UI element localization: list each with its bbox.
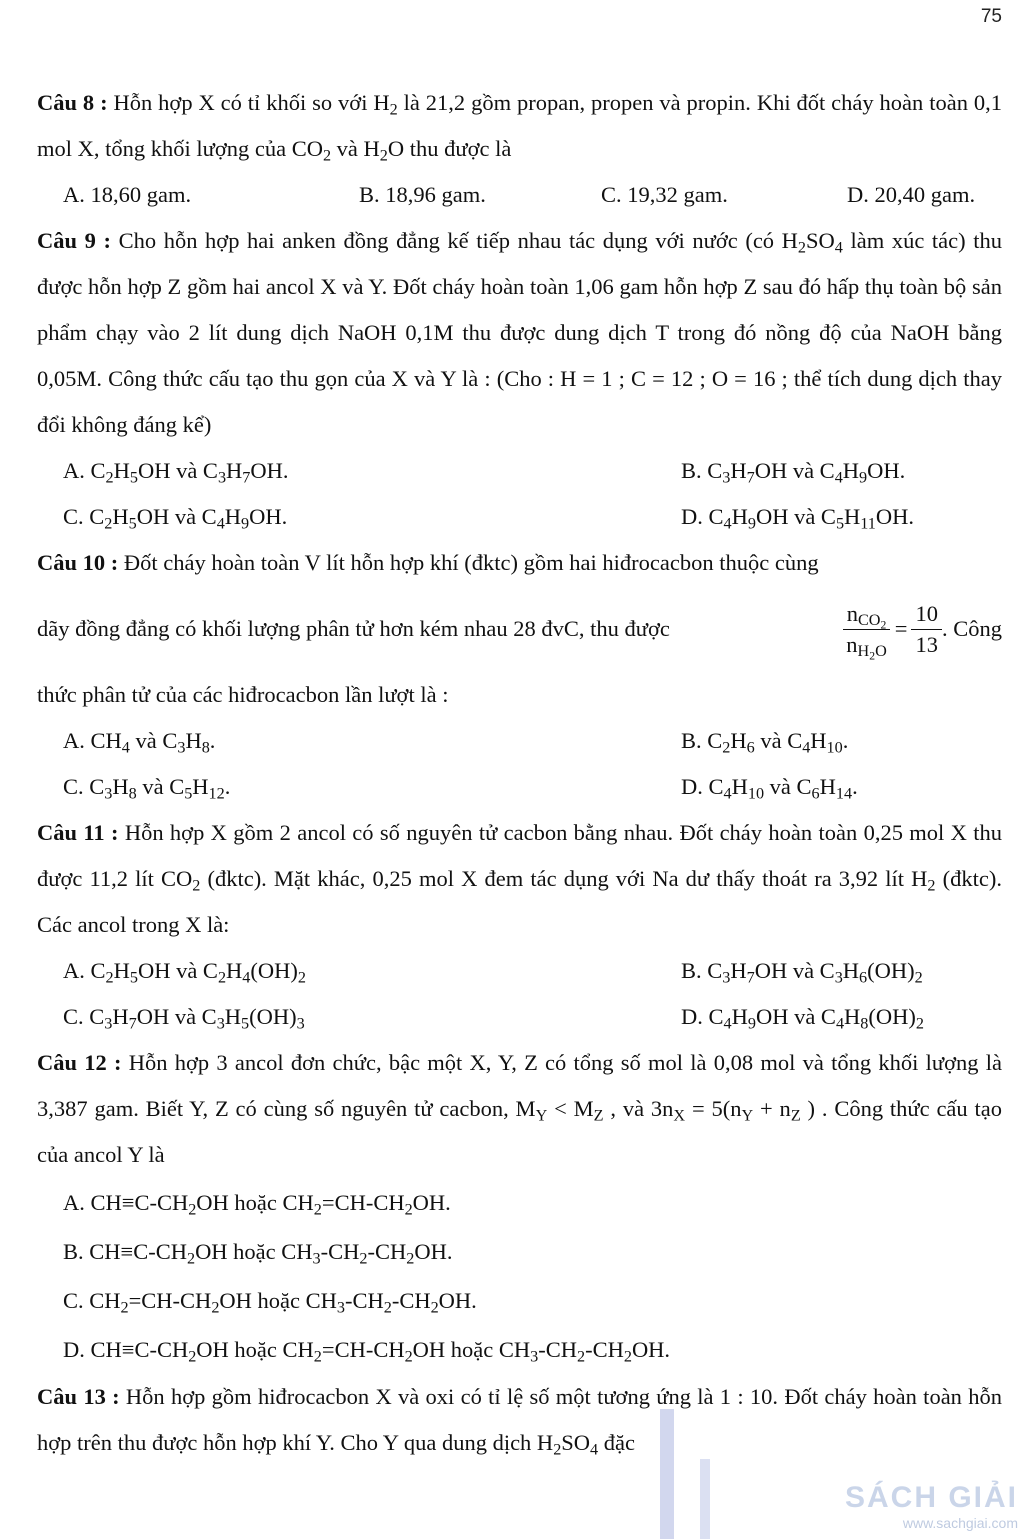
- question-label: Câu 10 :: [37, 550, 119, 575]
- text: Đốt cháy hoàn toàn V lít hỗn hợp khí (đktc) gồm hai hiđrocacbon thuộc cùng: [118, 550, 819, 575]
- question-8: [37, 80, 1002, 172]
- question-label: Câu 13 :: [37, 1384, 120, 1409]
- question-11-options-row1: [37, 948, 1002, 994]
- subscript: 2: [389, 100, 398, 119]
- text: Hỗn hợp X gồm 2 ancol có số nguyên tử cacbon bằng nhau. Đốt cháy hoàn toàn 0,25 mol X thu được 11,2 lít CO: [37, 820, 1002, 891]
- question-10-options-row2: [37, 764, 1002, 810]
- text: (đktc). Mặt khác, 0,25 mol X đem tác dụng với Na dư thấy thoát ra 3,92 lít H: [200, 866, 928, 891]
- question-label: Câu 11 :: [37, 820, 119, 845]
- text: (đktc). Các ancol trong X là:: [37, 866, 1002, 937]
- mole-ratio-fraction: $\frac{n_{CO_2}}{n_{H_2O}}$: [842, 601, 890, 658]
- option-d: D. 20,40 gam.: [847, 182, 976, 207]
- question-9-options-row1: [37, 448, 1002, 494]
- option-c: C. $CH_2=CH-CH_2OH$ hoặc $CH_3-CH_2-CH_2OH$.: [63, 1288, 477, 1317]
- option-d: D. $C_4H_9OH$ và $C_4H_8(OH)_2$: [681, 1004, 924, 1033]
- watermark-url: www.sachgiai.com: [902, 1515, 1018, 1531]
- question-13: Câu 13 : Hỗn hợp gồm hiđrocacbon X và oxi có tỉ lệ số một tương ứng là 1 : 10. Đốt cháy hoàn toàn hỗn hợp trên thu được hỗn hợp khí Y. Cho Y qua dung dịch $H_2SO_4$ đặc: [37, 1384, 1002, 1459]
- option-a: A. 18,60 gam.: [63, 182, 192, 207]
- document-body: [37, 80, 1002, 1466]
- option-a: A. $C_2H_5OH$ và $C_2H_4(OH)_2$: [63, 958, 306, 987]
- question-11-options-row2: [37, 994, 1002, 1040]
- question-10: [37, 540, 1002, 586]
- option-d: D. $C_4H_{10}$ và $C_6H_{14}$.: [681, 774, 858, 803]
- option-b: B. $C_2H_6$ và $C_4H_{10}$.: [681, 728, 849, 757]
- option-b: B. $CH\equiv C-CH_2OH$ hoặc $CH_3-CH_2-CH_2OH$.: [63, 1239, 453, 1268]
- question-9-options-row2: [37, 494, 1002, 540]
- watermark-decoration: [640, 1399, 760, 1539]
- option-c: C. 19,32 gam.: [601, 182, 728, 207]
- subscript: 4: [834, 238, 843, 257]
- equals-sign: =: [894, 616, 908, 641]
- option-c: C. $C_2H_5OH$ và $C_4H_9OH$.: [63, 504, 288, 533]
- option-d: D. $C_4H_9OH$ và $C_5H_{11}OH$.: [681, 504, 915, 533]
- text: dãy đồng đẳng có khối lượng phân tử hơn kém nhau 28 đvC, thu được: [37, 616, 670, 641]
- option-a: A. $CH\equiv C-CH_2OH$ hoặc $CH_2=CH-CH_2OH$.: [63, 1190, 451, 1219]
- subscript: 2: [379, 146, 388, 165]
- question-9: [37, 218, 1002, 448]
- question-label: Câu 9 :: [37, 228, 111, 253]
- option-b: B. 18,96 gam.: [359, 182, 486, 207]
- subscript: 2: [192, 876, 201, 895]
- question-10-fraction-line: [37, 586, 1002, 672]
- question-10-options-row1: [37, 718, 1002, 764]
- option-b: B. $C_3H_7OH$ và $C_4H_9OH$.: [681, 458, 906, 487]
- option-c: C. $C_3H_7OH$ và $C_3H_5(OH)_3$: [63, 1004, 305, 1033]
- subscript: 2: [322, 146, 332, 165]
- question-10-continuation: thức phân tử của các hiđrocacbon lần lượt là :: [37, 682, 449, 707]
- question-label: Câu 12 :: [37, 1050, 122, 1075]
- question-12: Câu 12 : Hỗn hợp 3 ancol đơn chức, bậc một X, Y, Z có tổng số mol là 0,08 mol và tổng khối lượng là 3,387 gam. Biết Y, Z có cùng số nguyên tử cacbon, $M_Y < M_Z$ , và $3n_X = 5(n_Y + n_Z$ ) . Công thức cấu tạo của ancol Y là: [37, 1050, 1002, 1167]
- option-a: A. $CH_4$ và $C_3H_8$.: [63, 728, 216, 757]
- text: O thu được là: [387, 136, 512, 161]
- text: . Công: [941, 616, 1002, 641]
- watermark: [845, 1481, 1018, 1531]
- question-8-options: [37, 172, 1002, 218]
- text: Hỗn hợp X có tỉ khối so với H: [107, 90, 390, 115]
- question-label: Câu 8 :: [37, 90, 108, 115]
- text: SO: [806, 228, 835, 253]
- text: là 21,2 gồm propan, propen và propin. Khi đốt cháy hoàn toàn 0,1 mol X, tổng khối lượng của CO: [37, 90, 1002, 161]
- text: Cho hỗn hợp hai anken đồng đẳng kế tiếp nhau tác dụng với nước (có H: [110, 228, 798, 253]
- ratio-value-fraction: $\frac{10}{13}$: [911, 601, 942, 658]
- watermark-logo: SÁCH GIẢI: [844, 1481, 1018, 1514]
- question-11: [37, 810, 1002, 948]
- option-c: C. $C_3H_8$ và $C_5H_{12}$.: [63, 774, 231, 803]
- text: làm xúc tác) thu được hỗn hợp Z gồm hai ancol X và Y. Đốt cháy hoàn toàn 1,06 gam hỗn hợp Z sau đó hấp thụ toàn bộ sản phẩm chạy vào 2 lít dung dịch NaOH 0,1M thu được dung dịch T trong đó nồng độ của NaOH bằng 0,05M. Công thức cấu tạo thu gọn của X và Y là : (Cho : H = 1 ; C = 12 ; O = 16 ; thể tích dung dịch thay đổi không đáng kể): [37, 228, 1002, 437]
- option-d: D. $CH\equiv C-CH_2OH$ hoặc $CH_2=CH-CH_2OH$ hoặc $CH_3-CH_2-CH_2OH$.: [63, 1337, 671, 1366]
- subscript: 2: [797, 238, 807, 257]
- option-a: A. $C_2H_5OH$ và $C_3H_7OH$.: [63, 458, 289, 487]
- option-b: B. $C_3H_7OH$ và $C_3H_6(OH)_2$: [681, 958, 923, 987]
- subscript: 2: [927, 876, 936, 895]
- text: và H: [331, 136, 380, 161]
- page-number: 75: [980, 6, 1002, 27]
